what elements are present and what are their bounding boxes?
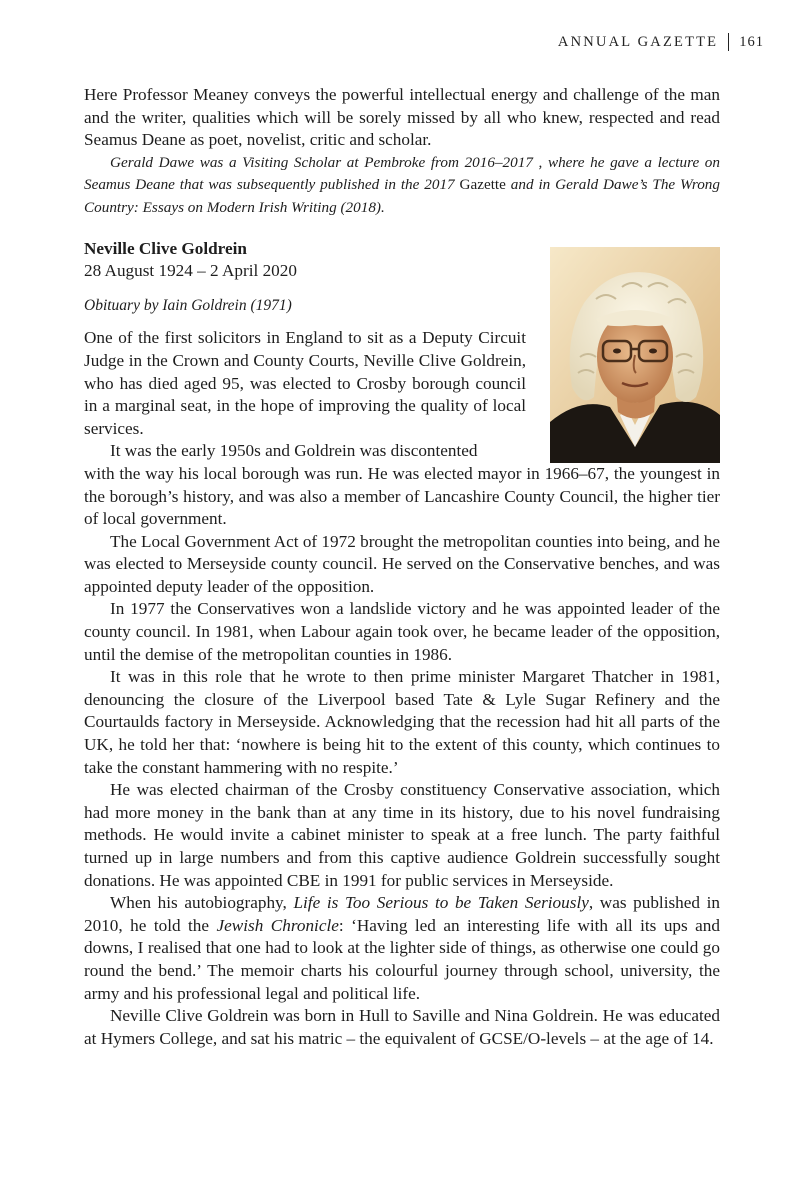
obituary-paragraph-5: It was in this role that he wrote to then prime minister Margaret Thatcher in 1981, denouncing the closure of the Liverpool based Tate & Lyle Sugar Refinery and the Courtaulds factory in Merseyside. Acknowledging that the recession had hit all parts of the UK, he told her that: ‘nowhere is being hit to the extent of this county, which continues to take the constant hammering with no respite.’ (84, 667, 720, 777)
newspaper-title: Jewish Chronicle (216, 915, 339, 935)
author-note-text-2: and in Gerald Dawe’s The Wrong Country: Essays on Modern Irish Writing (2018). (84, 176, 720, 216)
obituary-paragraph-7 (84, 892, 720, 1005)
p7-text-b: , was published in 2010, he told the (84, 893, 720, 935)
intro-closing-paragraph: Here Professor Meaney conveys the powerful intellectual energy and challenge of the man and the writer, qualities which will be sorely missed by all who knew, respected and read Seamus Deane as poet, novelist, critic and scholar. (84, 85, 720, 150)
obituary-dates: 28 August 1924 – 2 April 2020 (84, 261, 297, 281)
article-body (84, 84, 720, 1050)
header-divider (728, 33, 729, 51)
obituary-paragraph-8: Neville Clive Goldrein was born in Hull to Saville and Nina Goldrein. He was educated at Hymers College, and sat his matric – the equivalent of GCSE/O-levels – at the age of 14. (84, 1006, 720, 1048)
running-head (558, 33, 764, 51)
obituary-paragraph-2-rest: with the way his local borough was run. He was elected mayor in 1966–67, the youngest in the borough’s history, and was also a member of Lancashire County Council, the higher tier of local government. (84, 463, 720, 529)
obituary-paragraph-2-wrapped: It was the early 1950s and Goldrein was discontented (110, 441, 478, 461)
obituary-paragraph-1: One of the first solicitors in England to sit as a Deputy Circuit Judge in the Crown and County Courts, Neville Clive Goldrein, who has died aged 95, was elected to Crosby borough council in a marginal seat, in the hope of improving the quality of local services. (84, 328, 526, 438)
author-note (84, 152, 720, 220)
obituary-name: Neville Clive Goldrein (84, 238, 247, 258)
page-number: 161 (739, 33, 764, 50)
author-note-gazette: Gazette (459, 176, 506, 194)
autobiography-title: Life is Too Serious to be Taken Seriously (293, 893, 589, 913)
p7-text-c: : ‘Having led an interesting life with all its ups and downs, I realised that one had to look at the lighter side of things, as otherwise one could go round the bend.’ The memoir charts his colourful journey through school, university, the army and his professional legal and political life. (84, 915, 720, 1003)
obituary-paragraph-6: He was elected chairman of the Crosby constituency Conservative association, which had more money in the bank than at any time in its history, due to his novel fundraising methods. He would invite a cabinet minister to speak at a free lunch. The party faithful turned up in large numbers and from this captive audience Goldrein successfully sought donations. He was appointed CBE in 1991 for public services in Merseyside. (84, 780, 720, 890)
obituary-paragraph-4: In 1977 the Conservatives won a landslide victory and he was appointed leader of the county council. In 1981, when Labour again took over, he became leader of the opposition, until the demise of the metropolitan counties in 1986. (84, 599, 720, 664)
obituary-paragraph-3: The Local Government Act of 1972 brought the metropolitan counties into being, and he was elected to Merseyside county council. He served on the Conservative benches, and was appointed deputy leader of the opposition. (84, 531, 721, 596)
obituary-byline: Obituary by Iain Goldrein (1971) (84, 296, 292, 314)
publication-title: ANNUAL GAZETTE (557, 33, 719, 50)
p7-text-a: When his autobiography, (110, 893, 294, 913)
author-note-text-1: Gerald Dawe was a Visiting Scholar at Pembroke from 2016–2017 , where he gave a lecture on Seamus Deane that was subsequently published in the 2017 (84, 153, 720, 194)
